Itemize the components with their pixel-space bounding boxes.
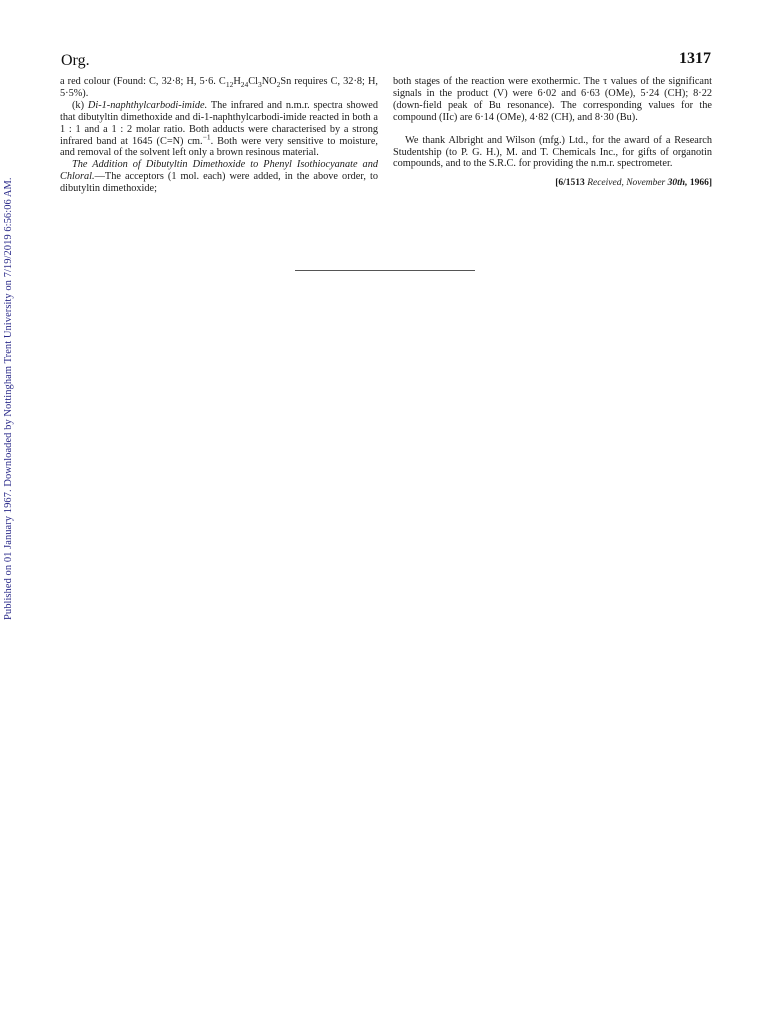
page-number: 1317 bbox=[679, 50, 711, 67]
paragraph-tau-values: both stages of the reaction were exothermic. The τ values of the significant signals in the product (V) were 6·02 and 6·63 (OMe), 5·24 (CH); 8·22 (down-field peak of Bu resonance). The corresponding values for the compound (IIc) are 6·14 (OMe), 4·82 (CH), and 8·30 (Bu). bbox=[393, 76, 712, 123]
formula-subscript: 2 bbox=[276, 80, 281, 90]
body-text: —The acceptors (1 mol. each) were added, in the above order, to dibutyltin dimethoxide; bbox=[60, 171, 378, 195]
received-line bbox=[393, 178, 712, 189]
analysis-text: a red colour (Found: C, 32·8; H, 5·6. C bbox=[60, 76, 226, 87]
superscript: −1 bbox=[202, 132, 211, 142]
manuscript-reference: [6/1513 bbox=[555, 178, 585, 189]
received-day: 30th, bbox=[667, 178, 688, 189]
formula-element: H bbox=[233, 76, 241, 87]
received-year: 1966] bbox=[689, 178, 712, 189]
body-text: . Both were very sensitive to moisture, and removal of the solvent left only a brown resinous material. bbox=[60, 135, 379, 159]
formula-element: Cl bbox=[248, 76, 258, 87]
section-title: The Addition of Dibutyltin Dimethoxide to Phenyl Isothiocyanate and Chloral. bbox=[60, 159, 378, 183]
paragraph-acknowledgements: We thank Albright and Wilson (mfg.) Ltd., for the award of a Research Studentship (to P. G. H.), M. and T. Chemicals Inc., for gifts of organotin compounds, and to the S.R.C. for providing the n.m.r. spectrometer. bbox=[393, 134, 712, 170]
right-column bbox=[393, 76, 712, 189]
left-column bbox=[60, 76, 378, 195]
section-title: Di-1-naphthylcarbodi-imide. bbox=[87, 99, 208, 111]
formula-subscript: 3 bbox=[257, 80, 262, 90]
paragraph-carbodi-imide bbox=[60, 100, 378, 160]
body-text: The infrared and n.m.r. spectra showed that dibutyltin dimethoxide and di-1-naphthylcarbodi-imide reacted in both a 1 : 1 and a 1 : 2 molar ratio. Both adducts were characterised by a strong infrared band at 1645 (C=N) cm. bbox=[60, 99, 378, 147]
formula-element: NO bbox=[261, 76, 277, 87]
paragraph-addition bbox=[60, 159, 378, 195]
running-head-journal: Org. bbox=[61, 52, 90, 69]
received-label: Received, November bbox=[587, 178, 666, 189]
download-watermark-text: Published on 01 January 1967. Downloaded by Nottingham Trent University on 7/19/2019 6:56:06 AM. bbox=[3, 177, 14, 620]
section-label: (k) bbox=[72, 99, 85, 111]
formula-subscript: 12 bbox=[225, 80, 234, 90]
paragraph-found-analysis bbox=[60, 76, 378, 100]
end-rule bbox=[295, 270, 475, 271]
formula-tail-text: Sn requires C, 32·8; H, 5·5%). bbox=[60, 76, 378, 99]
formula-subscript: 24 bbox=[240, 80, 249, 90]
